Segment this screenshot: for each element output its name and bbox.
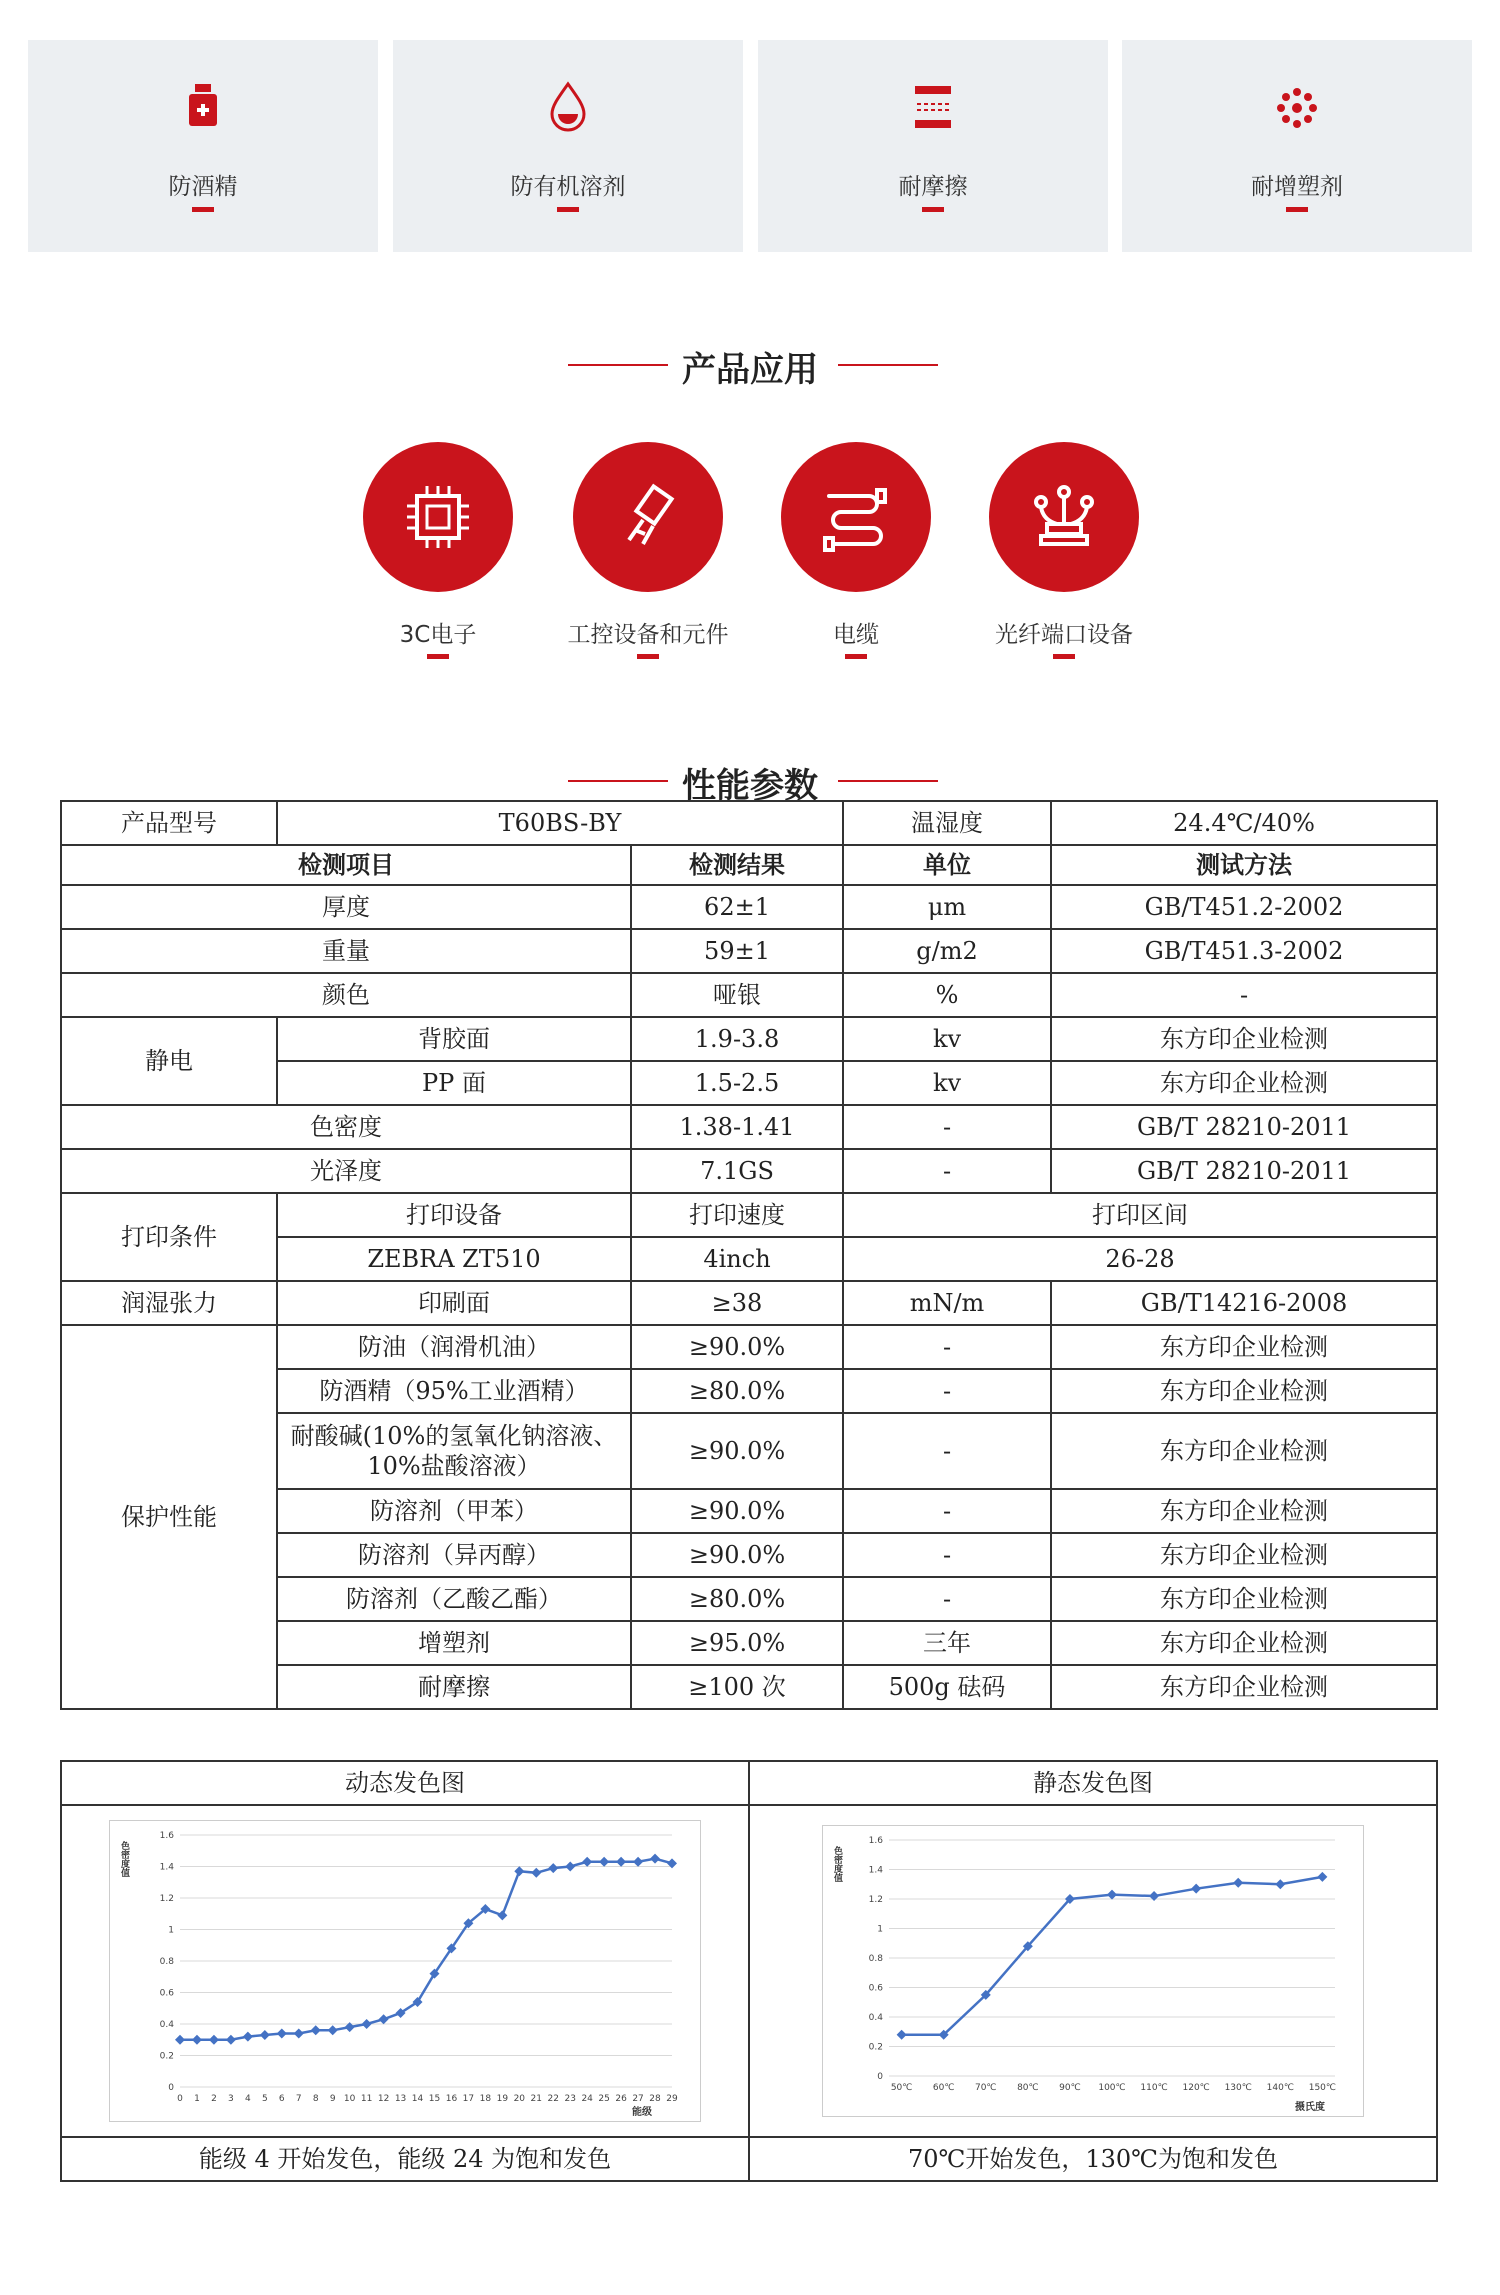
cell: - [1051, 973, 1437, 1017]
accent-dash [922, 207, 944, 212]
x-axis-label: 能级 [632, 2107, 652, 2118]
application-circle-cable [781, 442, 931, 592]
data-point [1317, 1872, 1327, 1882]
x-tick-label: 100℃ [1098, 2083, 1126, 2093]
cell: 东方印企业检测 [1051, 1061, 1437, 1105]
cell: - [843, 1533, 1051, 1577]
accent-dash [637, 654, 659, 659]
x-tick-label: 50℃ [890, 2083, 913, 2093]
cell: GB/T14216-2008 [1051, 1281, 1437, 1325]
cell: 东方印企业检测 [1051, 1577, 1437, 1621]
y-tick-label: 1.6 [159, 1831, 174, 1841]
cell: 防油（润滑机油） [277, 1325, 631, 1369]
y-tick-label: 0.4 [159, 2020, 174, 2030]
chip-icon [403, 482, 473, 552]
sta-caption: 70℃开始发色，130℃为饱和发色 [749, 2137, 1437, 2181]
cell: ≥90.0% [631, 1325, 843, 1369]
data-point [209, 2035, 219, 2045]
application-circle-industrial [573, 442, 723, 592]
component-icon [613, 482, 683, 552]
data-point [565, 1862, 575, 1872]
cell: g/m2 [843, 929, 1051, 973]
cell: mN/m [843, 1281, 1051, 1325]
feature-label: 防酒精 [168, 174, 238, 200]
x-tick-label: 4 [244, 2094, 251, 2104]
data-point [531, 1868, 541, 1878]
y-tick-label: 1.6 [868, 1836, 883, 1846]
feature-tile-friction [758, 40, 1108, 252]
x-tick-label: 0 [177, 2094, 183, 2104]
env-value: 24.4℃/40% [1051, 801, 1437, 845]
y-tick-label: 0 [168, 2083, 174, 2093]
dynamic-color-chart [109, 1820, 701, 2122]
bottle-icon [183, 78, 223, 140]
data-point [277, 2028, 287, 2038]
x-tick-label: 25 [598, 2094, 610, 2104]
fiber-port-icon [1029, 482, 1099, 552]
application-label: 光纤端口设备 [995, 622, 1133, 648]
cell: 哑银 [631, 973, 843, 1017]
table-row [61, 801, 1437, 845]
data-point [650, 1854, 660, 1864]
y-tick-label: 1.4 [159, 1862, 174, 1873]
data-point [897, 2030, 907, 2040]
cell: 26-28 [843, 1237, 1437, 1281]
x-tick-label: 19 [496, 2094, 509, 2104]
friction-icon [913, 78, 953, 140]
table-row [61, 1805, 1437, 2137]
cell: - [843, 1149, 1051, 1193]
x-tick-label: 140℃ [1266, 2083, 1294, 2093]
cell: 重量 [61, 929, 631, 973]
header-unit: 单位 [843, 845, 1051, 885]
cell: 东方印企业检测 [1051, 1665, 1437, 1709]
x-tick-label: 130℃ [1224, 2083, 1252, 2093]
data-point [362, 2019, 372, 2029]
table-row [61, 929, 1437, 973]
accent-dash [557, 207, 579, 212]
application-label: 3C电子 [399, 622, 477, 648]
x-tick-label: 22 [547, 2094, 559, 2104]
cell: 打印设备 [277, 1193, 631, 1237]
y-tick-label: 0.8 [159, 1957, 174, 1967]
cell: ≥90.0% [631, 1533, 843, 1577]
x-tick-label: 80℃ [1017, 2083, 1039, 2093]
title-line-right [838, 780, 938, 782]
application-label: 电缆 [833, 622, 879, 648]
data-point [582, 1857, 592, 1867]
cell: 三年 [843, 1621, 1051, 1665]
x-tick-label: 20 [513, 2094, 526, 2104]
data-point [1107, 1890, 1117, 1900]
y-tick-label: 0 [877, 2072, 883, 2082]
y-tick-label: 0.2 [159, 2051, 174, 2062]
data-point [226, 2035, 236, 2045]
table-row [61, 1105, 1437, 1149]
x-tick-label: 60℃ [932, 2083, 955, 2093]
cell: PP 面 [277, 1061, 631, 1105]
x-tick-label: 28 [649, 2094, 661, 2104]
cell: GB/T451.2-2002 [1051, 885, 1437, 929]
table-row [61, 1325, 1437, 1369]
y-axis-label: 色密度值 [832, 1846, 842, 1882]
data-point [616, 1857, 626, 1867]
cell: 印刷面 [277, 1281, 631, 1325]
data-point [328, 2025, 338, 2035]
x-tick-label: 9 [329, 2094, 336, 2104]
cell: 东方印企业检测 [1051, 1621, 1437, 1665]
data-point [497, 1910, 507, 1920]
y-tick-label: 0.6 [868, 1983, 883, 1994]
application-circle-3c [363, 442, 513, 592]
y-tick-label: 1 [877, 1924, 883, 1935]
feature-label: 防有机溶剂 [510, 174, 626, 200]
data-point [1233, 1878, 1243, 1888]
x-tick-label: 3 [228, 2094, 234, 2104]
data-point [243, 2032, 253, 2042]
cell: ≥100 次 [631, 1665, 843, 1709]
cell: 静电 [61, 1017, 277, 1105]
cell: 防溶剂（甲苯） [277, 1489, 631, 1533]
cell: 4inch [631, 1237, 843, 1281]
y-tick-label: 0.4 [868, 2013, 883, 2023]
data-point [1275, 1879, 1285, 1889]
cell: 打印速度 [631, 1193, 843, 1237]
header-result: 检测结果 [631, 845, 843, 885]
cell: 色密度 [61, 1105, 631, 1149]
dyn-title: 动态发色图 [61, 1761, 749, 1805]
feature-tile-solvent [393, 40, 743, 252]
x-tick-label: 21 [530, 2094, 543, 2104]
table-row [61, 973, 1437, 1017]
accent-dash [427, 654, 449, 659]
x-tick-label: 15 [428, 2094, 441, 2104]
sta-chart-cell [749, 1805, 1437, 2137]
x-tick-label: 27 [632, 2094, 644, 2104]
drop-icon [548, 78, 588, 140]
header-item: 检测项目 [61, 845, 631, 885]
cell: 防溶剂（乙酸乙酯） [277, 1577, 631, 1621]
cell: GB/T451.3-2002 [1051, 929, 1437, 973]
cell: kv [843, 1017, 1051, 1061]
cell: 光泽度 [61, 1149, 631, 1193]
cell: 59±1 [631, 929, 843, 973]
y-tick-label: 1.2 [159, 1894, 174, 1904]
data-point [294, 2028, 304, 2038]
cell: GB/T 28210-2011 [1051, 1105, 1437, 1149]
application-circle-fiber [989, 442, 1139, 592]
cell: - [843, 1577, 1051, 1621]
x-tick-label: 12 [377, 2094, 390, 2104]
cell: 润湿张力 [61, 1281, 277, 1325]
x-tick-label: 11 [360, 2094, 373, 2104]
y-tick-label: 1.2 [868, 1895, 883, 1905]
cell: 1.9-3.8 [631, 1017, 843, 1061]
feature-label: 耐增塑剂 [1251, 174, 1343, 200]
cell: ZEBRA ZT510 [277, 1237, 631, 1281]
cell: 东方印企业检测 [1051, 1325, 1437, 1369]
x-tick-label: 13 [394, 2094, 407, 2104]
cell: ≥80.0% [631, 1369, 843, 1413]
cell: - [843, 1105, 1051, 1149]
cell: - [843, 1369, 1051, 1413]
cell: - [843, 1413, 1051, 1489]
cell: kv [843, 1061, 1051, 1105]
x-tick-label: 17 [462, 2094, 475, 2104]
cell: 1.38-1.41 [631, 1105, 843, 1149]
table-row [61, 1193, 1437, 1237]
data-point [1149, 1891, 1159, 1901]
model-label: 产品型号 [61, 801, 277, 845]
x-tick-label: 70℃ [974, 2083, 997, 2093]
data-point [633, 1857, 643, 1867]
x-tick-label: 6 [278, 2094, 285, 2104]
x-tick-label: 120℃ [1182, 2083, 1210, 2093]
accent-dash [1286, 207, 1308, 212]
dyn-chart-cell [61, 1805, 749, 2137]
spec-table [60, 800, 1438, 1710]
y-axis-label: 色密度值 [119, 1841, 129, 1877]
sta-title: 静态发色图 [749, 1761, 1437, 1805]
model-value: T60BS-BY [277, 801, 843, 845]
section-title: 性能参数 [682, 766, 818, 806]
cell: ≥95.0% [631, 1621, 843, 1665]
x-tick-label: 5 [261, 2094, 268, 2104]
y-tick-label: 1 [168, 1925, 174, 1936]
table-row [61, 885, 1437, 929]
x-tick-label: 7 [295, 2094, 302, 2104]
y-tick-label: 0.6 [159, 1988, 174, 1999]
feature-tile-plasticizer [1122, 40, 1472, 252]
x-tick-label: 110℃ [1140, 2083, 1168, 2093]
data-point [379, 2014, 389, 2024]
x-tick-label: 10 [343, 2094, 356, 2104]
cell: - [843, 1489, 1051, 1533]
dyn-caption: 能级 4 开始发色，能级 24 为饱和发色 [61, 2137, 749, 2181]
cell: 1.5-2.5 [631, 1061, 843, 1105]
accent-dash [845, 654, 867, 659]
cell: 增塑剂 [277, 1621, 631, 1665]
cell: 打印区间 [843, 1193, 1437, 1237]
cell: ≥80.0% [631, 1577, 843, 1621]
accent-dash [1053, 654, 1075, 659]
data-point [260, 2030, 270, 2040]
table-row [61, 1761, 1437, 1805]
cell: 东方印企业检测 [1051, 1413, 1437, 1489]
data-point [192, 2035, 202, 2045]
cell: ≥90.0% [631, 1413, 843, 1489]
env-label: 温湿度 [843, 801, 1051, 845]
cell: 保护性能 [61, 1325, 277, 1709]
x-tick-label: 150℃ [1308, 2083, 1337, 2093]
section-title: 产品应用 [682, 350, 818, 390]
accent-dash [192, 207, 214, 212]
x-tick-label: 8 [312, 2094, 319, 2104]
data-point [175, 2035, 185, 2045]
table-row [61, 1281, 1437, 1325]
series-line [180, 1859, 672, 2040]
series-line [902, 1877, 1323, 2035]
data-point [599, 1857, 609, 1867]
table-row [61, 1149, 1437, 1193]
table-row [61, 1017, 1437, 1061]
x-tick-label: 1 [194, 2094, 200, 2104]
chart-table [60, 1760, 1438, 2182]
cell: ≥90.0% [631, 1489, 843, 1533]
cell: 62±1 [631, 885, 843, 929]
cable-icon [821, 482, 891, 552]
cell: ≥38 [631, 1281, 843, 1325]
cell: 厚度 [61, 885, 631, 929]
feature-label: 耐摩擦 [898, 174, 968, 200]
x-tick-label: 26 [615, 2094, 627, 2104]
x-axis-label: 摄氏度 [1295, 2102, 1325, 2113]
table-row [61, 2137, 1437, 2181]
cell: 耐摩擦 [277, 1665, 631, 1709]
static-color-chart [822, 1825, 1364, 2117]
feature-tile-alcohol [28, 40, 378, 252]
application-label: 工控设备和元件 [567, 622, 729, 648]
cell: 防酒精（95%工业酒精） [277, 1369, 631, 1413]
cell: 7.1GS [631, 1149, 843, 1193]
x-tick-label: 90℃ [1059, 2083, 1081, 2093]
cell: GB/T 28210-2011 [1051, 1149, 1437, 1193]
x-tick-label: 29 [666, 2094, 678, 2104]
cell: - [843, 1325, 1051, 1369]
cell: 东方印企业检测 [1051, 1489, 1437, 1533]
x-tick-label: 2 [211, 2094, 217, 2104]
cluster-icon [1277, 78, 1317, 140]
data-point [548, 1863, 558, 1873]
cell: 东方印企业检测 [1051, 1369, 1437, 1413]
cell: 东方印企业检测 [1051, 1017, 1437, 1061]
x-tick-label: 16 [445, 2094, 458, 2104]
x-tick-label: 23 [564, 2094, 576, 2104]
cell: 防溶剂（异丙醇） [277, 1533, 631, 1577]
y-tick-label: 1.4 [868, 1865, 883, 1876]
y-tick-label: 0.8 [868, 1954, 883, 1964]
section-application [0, 334, 1500, 394]
cell: 东方印企业检测 [1051, 1533, 1437, 1577]
cell: 500g 砝码 [843, 1665, 1051, 1709]
data-point [311, 2025, 321, 2035]
data-point [514, 1866, 524, 1876]
y-tick-label: 0.2 [868, 2042, 883, 2053]
cell: 颜色 [61, 973, 631, 1017]
cell: % [843, 973, 1051, 1017]
cell: 打印条件 [61, 1193, 277, 1281]
header-method: 测试方法 [1051, 845, 1437, 885]
cell: 背胶面 [277, 1017, 631, 1061]
cell: 耐酸碱(10%的氢氧化钠溶液、10%盐酸溶液） [277, 1413, 631, 1489]
data-point [1191, 1884, 1201, 1894]
x-tick-label: 18 [479, 2094, 492, 2104]
x-tick-label: 24 [581, 2094, 593, 2104]
x-tick-label: 14 [411, 2094, 424, 2104]
cell: μm [843, 885, 1051, 929]
title-line-right [838, 364, 938, 366]
table-header-row [61, 845, 1437, 885]
